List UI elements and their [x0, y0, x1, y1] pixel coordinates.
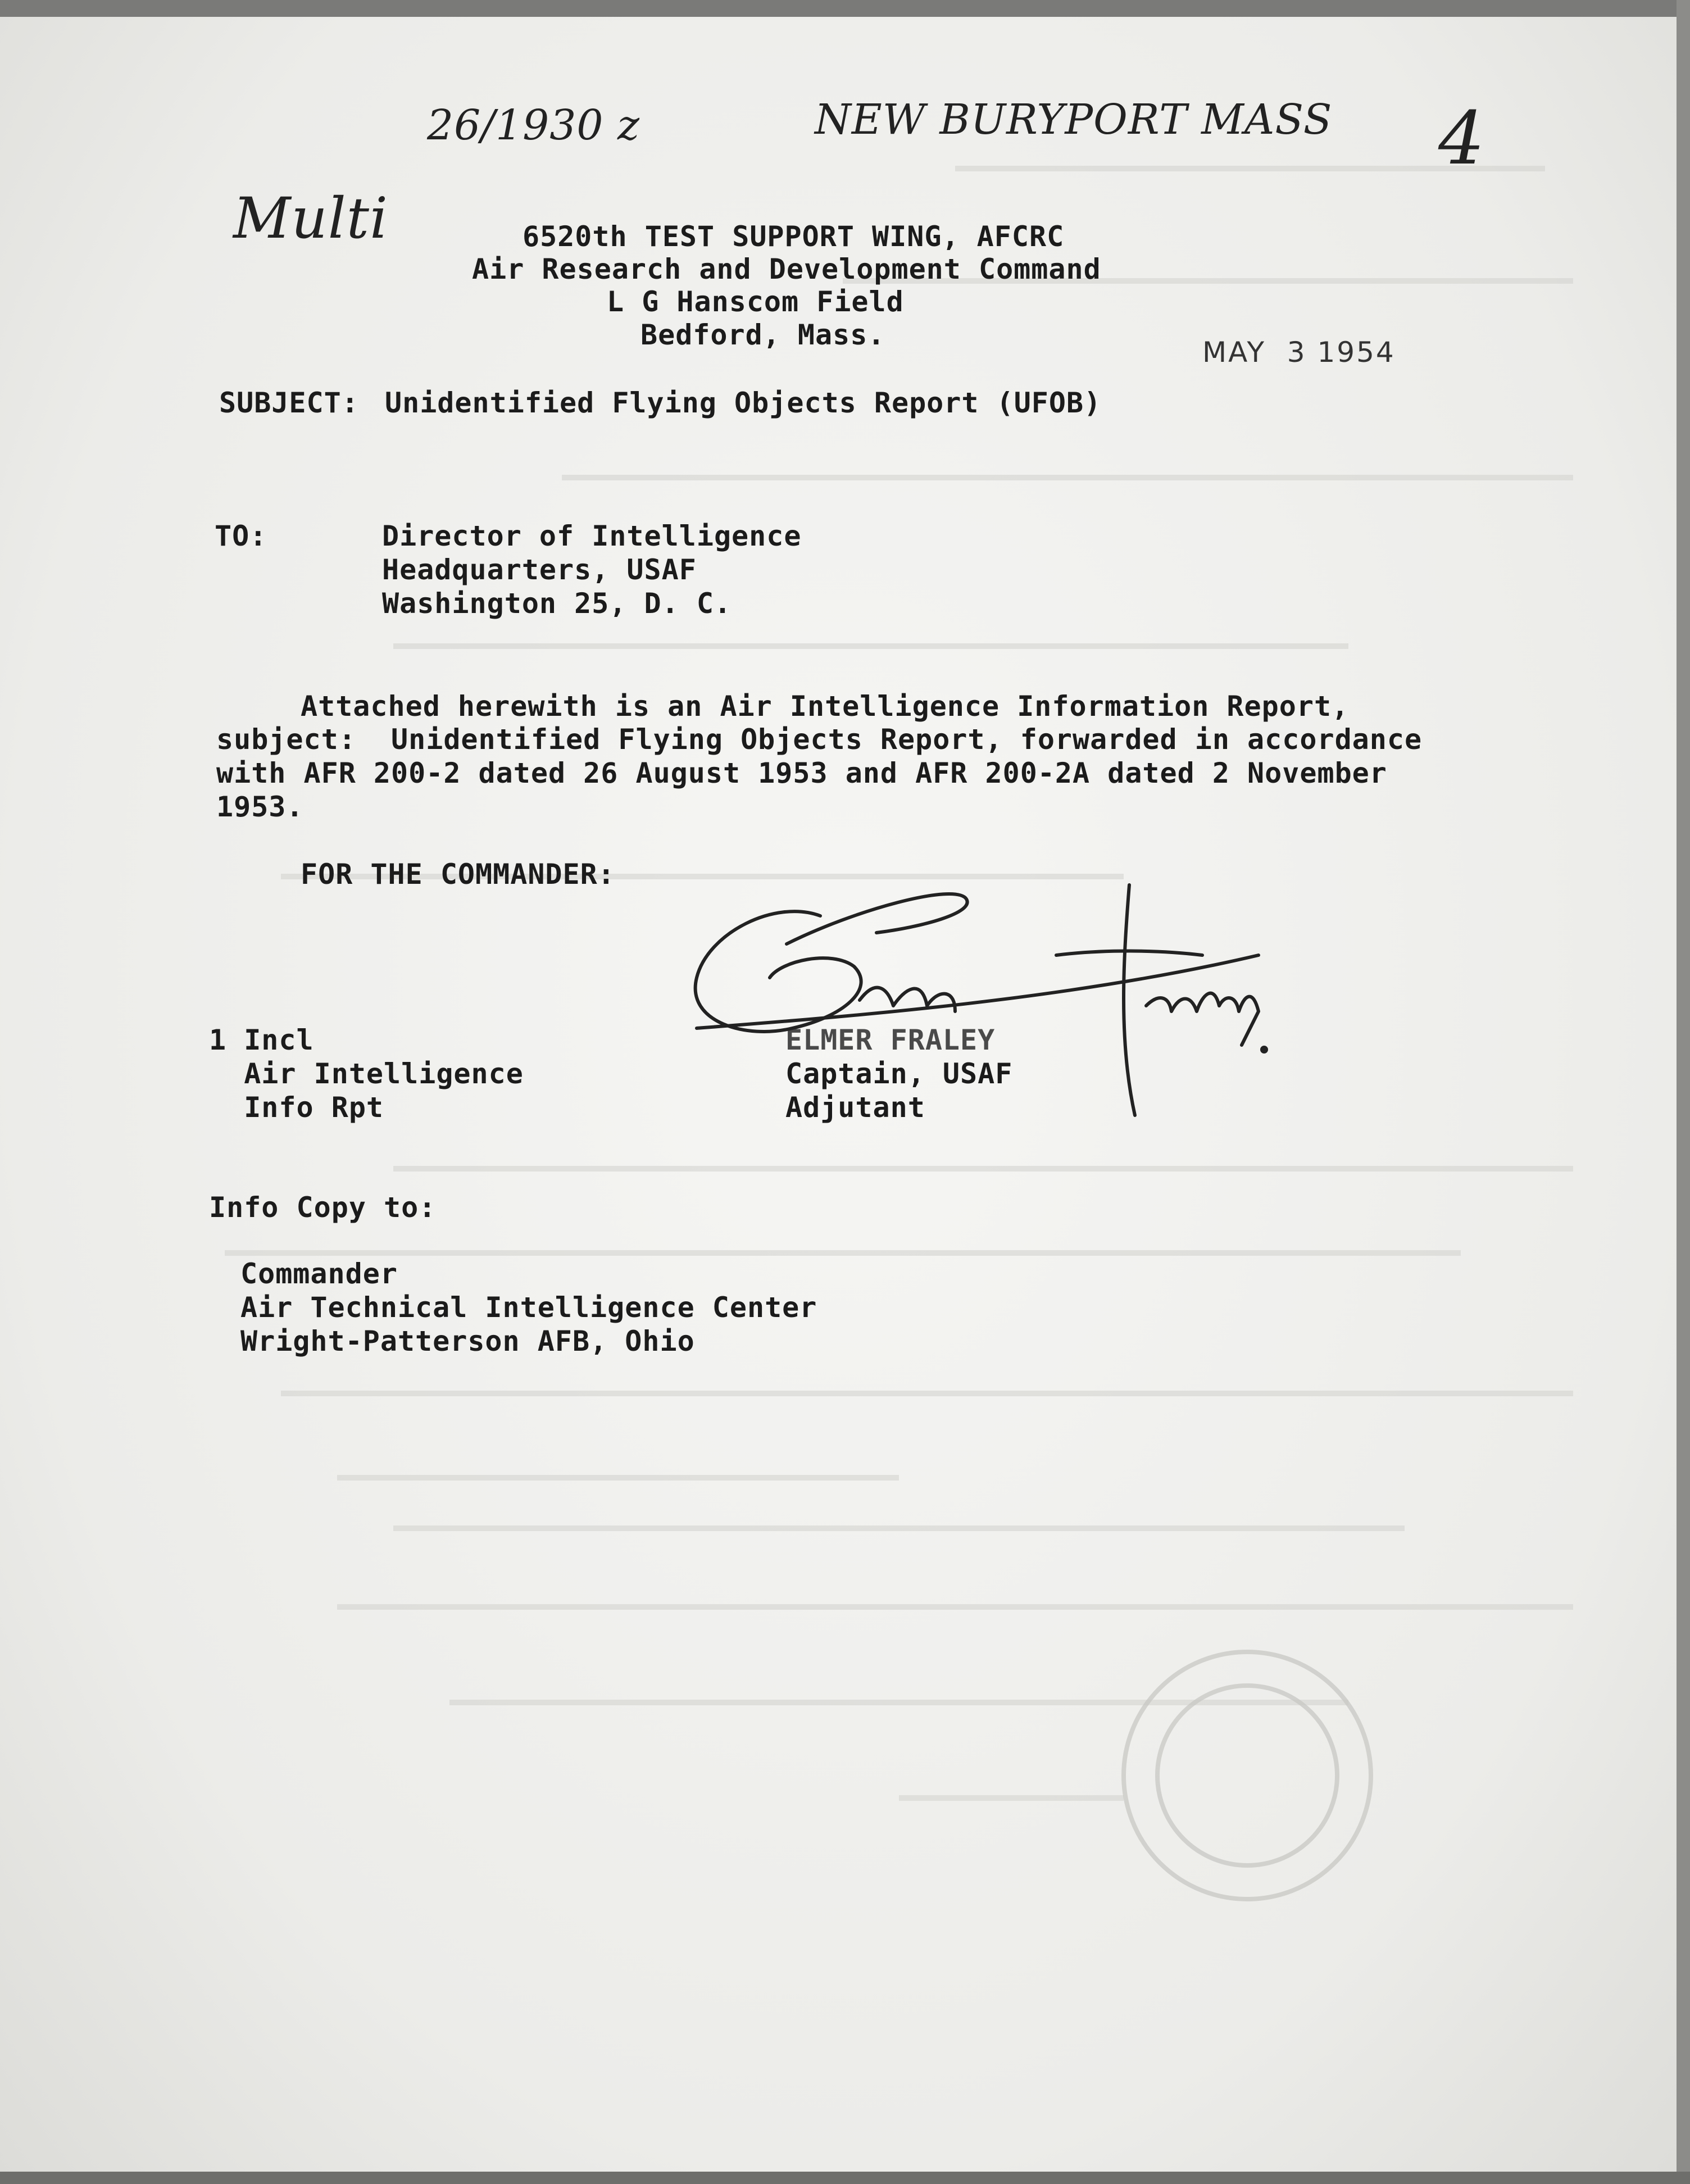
info-copy-label: Info Copy to:	[209, 1191, 437, 1224]
signer-title: Adjutant	[785, 1091, 925, 1124]
info-copy-line-1: Commander	[240, 1257, 398, 1290]
info-copy-line-3: Wright-Patterson AFB, Ohio	[240, 1325, 695, 1357]
to-line-1: Director of Intelligence	[382, 520, 802, 552]
signer-name: ELMER FRALEY	[785, 1024, 996, 1056]
to-line-2: Headquarters, USAF	[382, 553, 697, 586]
handwritten-page-number: 4	[1438, 96, 1485, 181]
enclosure-line-1: 1 Incl	[209, 1024, 314, 1056]
body-line-1: Attached herewith is an Air Intelligence Information Report,	[301, 690, 1350, 723]
body-line-4: 1953.	[216, 791, 304, 823]
enclosure-line-3: Info Rpt	[209, 1091, 384, 1124]
info-copy-line-2: Air Technical Intelligence Center	[240, 1291, 817, 1324]
subject-label: SUBJECT:	[219, 387, 359, 419]
to-label: TO:	[215, 520, 267, 552]
to-line-3: Washington 25, D. C.	[382, 587, 732, 620]
subject-text: Unidentified Flying Objects Report (UFOB)	[385, 387, 1102, 419]
closing-line: FOR THE COMMANDER:	[301, 858, 615, 891]
handwritten-location: NEW BURYPORT MASS	[815, 96, 1333, 144]
letterhead-field: L G Hanscom Field	[607, 285, 904, 318]
handwritten-file-number: 26/1930 z	[427, 101, 640, 149]
enclosure-line-2: Air Intelligence	[209, 1057, 524, 1090]
signer-rank: Captain, USAF	[785, 1057, 1013, 1090]
body-line-2: subject: Unidentified Flying Objects Report, forwarded in accordance	[216, 723, 1423, 756]
letterhead-city: Bedford, Mass.	[640, 319, 885, 351]
body-line-3: with AFR 200-2 dated 26 August 1953 and AFR 200-2A dated 2 November	[216, 757, 1387, 789]
date-stamp: MAY 3 1954	[1202, 336, 1396, 369]
letterhead-command: Air Research and Development Command	[472, 253, 1101, 285]
letterhead-unit: 6520th TEST SUPPORT WING, AFCRC	[523, 220, 1065, 253]
handwritten-margin-note: Multi	[233, 185, 388, 251]
